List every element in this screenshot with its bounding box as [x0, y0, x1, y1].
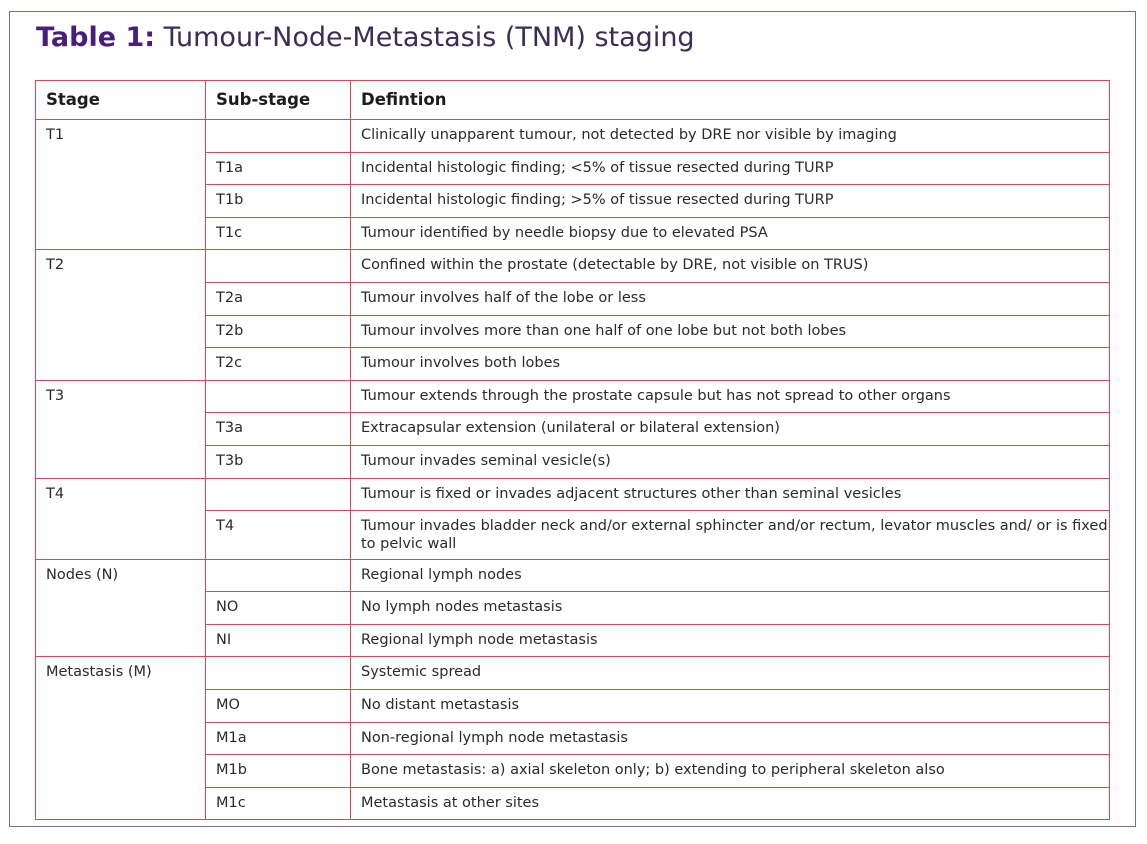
substage-cell	[206, 657, 351, 690]
definition-cell: Tumour is fixed or invades adjacent structures other than seminal vesicles	[351, 478, 1110, 511]
definition-cell: Tumour involves both lobes	[351, 348, 1110, 381]
definition-cell: Confined within the prostate (detectable by DRE, not visible on TRUS)	[351, 250, 1110, 283]
header-definition: Defintion	[351, 81, 1110, 120]
definition-cell: Extracapsular extension (unilateral or bilateral extension)	[351, 413, 1110, 446]
header-row	[36, 81, 1110, 120]
definition-cell: No distant metastasis	[351, 690, 1110, 723]
substage-cell: T2b	[206, 315, 351, 348]
stage-cell: T3	[36, 380, 206, 478]
substage-cell: T2a	[206, 282, 351, 315]
table-row	[36, 250, 1110, 283]
definition-cell: Bone metastasis: a) axial skeleton only; b) extending to peripheral skeleton also	[351, 755, 1110, 788]
stage-cell: T4	[36, 478, 206, 559]
definition-cell: Regional lymph nodes	[351, 559, 1110, 592]
substage-cell: M1a	[206, 722, 351, 755]
stage-cell: T1	[36, 120, 206, 250]
substage-cell: NO	[206, 592, 351, 625]
table-row	[36, 559, 1110, 592]
definition-cell: Tumour invades seminal vesicle(s)	[351, 445, 1110, 478]
table-row	[36, 478, 1110, 511]
table-number-label: Table 1:	[36, 22, 156, 53]
stage-cell: Metastasis (M)	[36, 657, 206, 820]
substage-cell: T3a	[206, 413, 351, 446]
table-title-text: Tumour-Node-Metastasis (TNM) staging	[155, 22, 695, 53]
definition-cell: Non-regional lymph node metastasis	[351, 722, 1110, 755]
header-stage: Stage	[36, 81, 206, 120]
substage-cell	[206, 559, 351, 592]
table-row	[36, 657, 1110, 690]
substage-cell: NI	[206, 624, 351, 657]
definition-cell: Systemic spread	[351, 657, 1110, 690]
definition-cell: Incidental histologic finding; <5% of tissue resected during TURP	[351, 152, 1110, 185]
table-title	[36, 20, 695, 56]
substage-cell: T4	[206, 511, 351, 560]
stage-cell: Nodes (N)	[36, 559, 206, 657]
substage-cell: M1b	[206, 755, 351, 788]
definition-cell: Tumour involves more than one half of one lobe but not both lobes	[351, 315, 1110, 348]
definition-cell: Clinically unapparent tumour, not detected by DRE nor visible by imaging	[351, 120, 1110, 153]
substage-cell	[206, 380, 351, 413]
substage-cell	[206, 478, 351, 511]
definition-cell: Metastasis at other sites	[351, 787, 1110, 820]
header-substage: Sub-stage	[206, 81, 351, 120]
substage-cell: T1c	[206, 217, 351, 250]
definition-cell: Tumour identified by needle biopsy due to elevated PSA	[351, 217, 1110, 250]
table-body	[36, 120, 1110, 820]
substage-cell: MO	[206, 690, 351, 723]
definition-cell: Tumour extends through the prostate capsule but has not spread to other organs	[351, 380, 1110, 413]
stage-cell: T2	[36, 250, 206, 380]
definition-cell: Tumour involves half of the lobe or less	[351, 282, 1110, 315]
substage-cell	[206, 120, 351, 153]
substage-cell: T1b	[206, 185, 351, 218]
table-row	[36, 120, 1110, 153]
substage-cell: T3b	[206, 445, 351, 478]
substage-cell: T2c	[206, 348, 351, 381]
substage-cell: T1a	[206, 152, 351, 185]
tnm-staging-table	[35, 80, 1110, 820]
table-row	[36, 380, 1110, 413]
substage-cell: M1c	[206, 787, 351, 820]
definition-cell: Tumour invades bladder neck and/or external sphincter and/or rectum, levator muscles and/ or is fixed to pelvic wall	[351, 511, 1110, 560]
definition-cell: Incidental histologic finding; >5% of tissue resected during TURP	[351, 185, 1110, 218]
definition-cell: Regional lymph node metastasis	[351, 624, 1110, 657]
substage-cell	[206, 250, 351, 283]
definition-cell: No lymph nodes metastasis	[351, 592, 1110, 625]
